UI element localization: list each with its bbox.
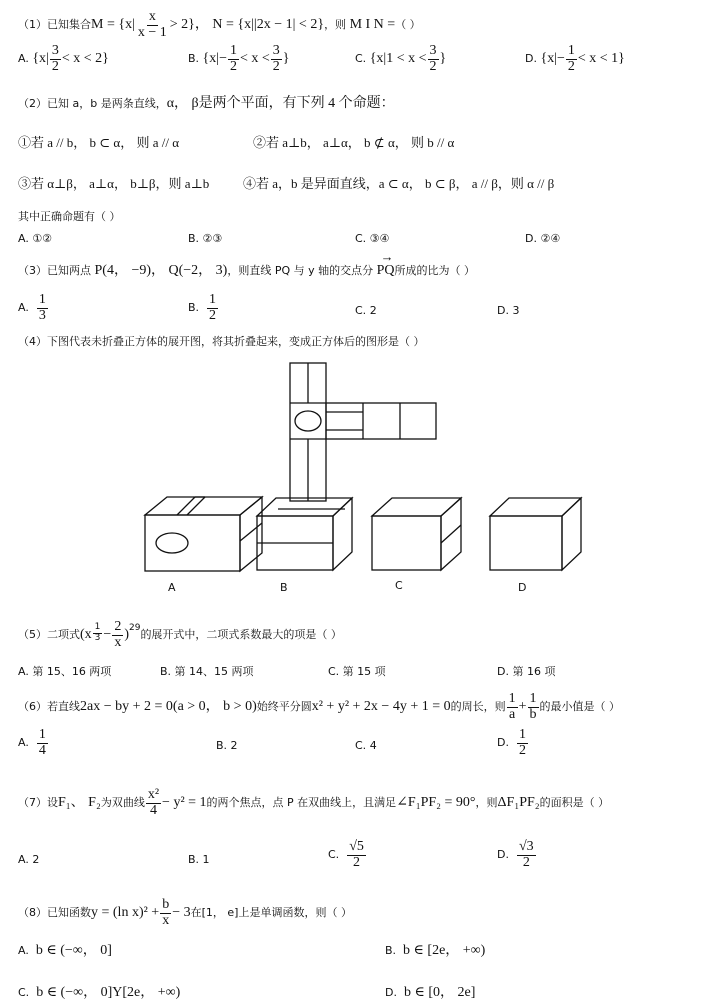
q3-option-a: A. $\frac{1}{3}$ bbox=[18, 292, 46, 323]
q7-option-d: D. $\frac{√3}{2}$ bbox=[497, 839, 534, 870]
q5-option-b: B. 第 14、15 两项 bbox=[160, 665, 254, 678]
q8-option-a: A. b ∈ (−∞， 0] bbox=[18, 943, 112, 958]
q5-option-d: D. 第 16 项 bbox=[497, 665, 556, 678]
q6-stem: （6）若直线2ax − by + 2 = 0(a > 0， b > 0)始终平分圆x² + y² + 2x − 4y + 1 = 0的周长，则 $\frac{1}{a}$ + $\frac{1}{b}$ 的最小值是（ ） bbox=[18, 691, 621, 722]
q7-option-c: C. $\frac{√5}{2}$ bbox=[328, 839, 364, 870]
q5-option-c: C. 第 15 项 bbox=[328, 665, 386, 678]
q2-proposition-1: ①若 a // b， b ⊂ α， 则 a // α bbox=[18, 135, 180, 150]
q8-option-d: D. b ∈ [0， 2e] bbox=[385, 985, 476, 1000]
q1-option-a: A. {x| $\frac{3}{2}$ < x < 2} bbox=[18, 43, 109, 74]
q2-ask: 其中正确命题有（ ） bbox=[18, 210, 121, 223]
q4-stem: （4）下图代表未折叠正方体的展开图，将其折叠起来，变成正方体后的图形是（ ） bbox=[18, 335, 425, 348]
q2-option-b: B. ②③ bbox=[188, 232, 223, 245]
q2-option-c: C. ③④ bbox=[355, 232, 390, 245]
q6-option-a: A. $\frac{1}{4}$ bbox=[18, 727, 46, 758]
q3-vector: → PQ bbox=[376, 249, 395, 278]
q2-option-d: D. ②④ bbox=[525, 232, 561, 245]
q1-option-d: D. {x|− $\frac{1}{2}$ < x < 1} bbox=[525, 43, 625, 74]
q5-option-a: A. 第 15、16 两项 bbox=[18, 665, 112, 678]
q4-label-c: C bbox=[395, 579, 403, 592]
cube-net bbox=[290, 363, 436, 501]
q6-option-d: D. $\frac{1}{2}$ bbox=[497, 727, 526, 758]
cube-option-d bbox=[490, 498, 581, 570]
q8-stem: （8）已知函数y = (ln x)² + $\frac{b}{x}$ − 3在[1， e]上是单调函数，则（ ） bbox=[18, 897, 352, 928]
q7-option-b: B. 1 bbox=[188, 853, 210, 866]
q7-stem: （7）设F₁、 F₂为双曲线 $\frac{\text{x²}}{4}$ − y² = 1的两个焦点，点 P 在双曲线上，且满足∠F₁PF₂ = 90°，则ΔF₁PF₂的面积是（ ） bbox=[18, 787, 610, 818]
q4-label-a: A bbox=[168, 581, 176, 594]
q2-stem: （2）已知 a，b 是两条直线，α， β是两个平面，有下列 4 个命题： bbox=[18, 96, 395, 111]
q1-option-b: B. {x|− $\frac{1}{2}$ < x < $\frac{3}{2}$ } bbox=[188, 43, 290, 74]
q2-option-a: A. ①② bbox=[18, 232, 53, 245]
q1-stem: （1）已知集合M = {x| $\frac{x}{x - 1}$ > 2}， N = {x||2x − 1| < 2}，则 M I N =（ ） bbox=[18, 9, 421, 40]
q8-option-b: B. b ∈ [2e， +∞) bbox=[385, 943, 486, 958]
q4-cube-net-figure bbox=[0, 355, 709, 585]
q2-proposition-2: ②若 a⊥b， a⊥α， b ⊄ α， 则 b // α bbox=[253, 135, 455, 150]
q2-proposition-3: ③若 α⊥β， a⊥α， b⊥β，则 a⊥b bbox=[18, 176, 210, 191]
cube-option-a bbox=[145, 497, 262, 571]
q6-option-c: C. 4 bbox=[355, 739, 377, 752]
q4-label-b: B bbox=[280, 581, 288, 594]
cube-option-b bbox=[257, 498, 352, 570]
q3-option-d: D. 3 bbox=[497, 304, 520, 317]
q6-option-b: B. 2 bbox=[216, 739, 238, 752]
q2-proposition-4: ④若 a，b 是异面直线，a ⊂ α， b ⊂ β， a // β，则 α // β bbox=[243, 176, 555, 191]
cube-option-c bbox=[372, 498, 461, 570]
q5-stem: （5）二项式(x $\frac{1}{3}$ − $\frac{2}{x}$ )$^{29}$的展开式中，二项式系数最大的项是（ ） bbox=[18, 619, 342, 650]
q4-label-d: D bbox=[518, 581, 527, 594]
q7-option-a: A. 2 bbox=[18, 853, 40, 866]
q3-option-c: C. 2 bbox=[355, 304, 377, 317]
q8-option-c: C. b ∈ (−∞， 0]Y[2e， +∞) bbox=[18, 985, 181, 1000]
q3-stem: （3）已知两点 P(4， −9)， Q(−2， 3)，则直线 PQ 与 y 轴的交点分 → PQ所成的比为（ ） bbox=[18, 249, 476, 278]
q1-option-c: C. {x|1 < x < $\frac{3}{2}$ } bbox=[355, 43, 447, 74]
q3-option-b: B. $\frac{1}{2}$ bbox=[188, 292, 217, 323]
